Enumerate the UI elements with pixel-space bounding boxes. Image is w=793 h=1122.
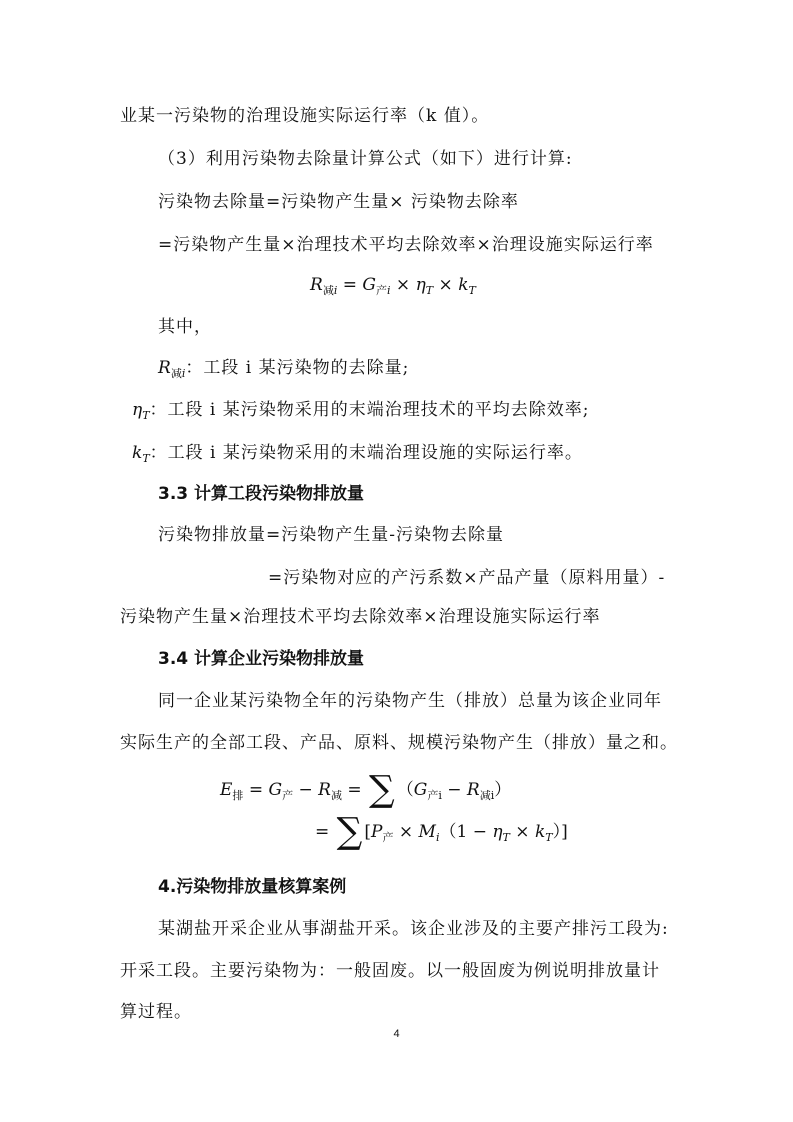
formula-emission-2 bbox=[315, 811, 568, 852]
f2-E: E bbox=[220, 780, 233, 800]
l9-desc: ：工段 i 某污染物采用的末端治理设施的实际运行率。 bbox=[149, 443, 583, 463]
f1-times2: × bbox=[433, 275, 459, 295]
f2-sigma: ∑ bbox=[369, 769, 395, 810]
f3-eq: = bbox=[315, 822, 335, 842]
f2-R2-sub: 减 bbox=[479, 789, 491, 802]
section-heading-4: 4.污染物排放量核算案例 bbox=[158, 877, 347, 897]
f2-G2-sub: 产 bbox=[427, 789, 439, 802]
f2-G: G bbox=[268, 780, 283, 800]
f2-eq2: = bbox=[341, 780, 368, 800]
line-2: （3）利用污染物去除量计算公式（如下）进行计算: bbox=[158, 149, 573, 169]
line-12: =污染物对应的产污系数×产品产量（原料用量）- bbox=[268, 568, 666, 588]
line-6: 其中， bbox=[158, 317, 212, 337]
l8-eta: η bbox=[132, 400, 143, 420]
f1-G-sub: 产 bbox=[376, 284, 387, 297]
line-4: =污染物产生量×治理技术平均去除效率×治理设施实际运行率 bbox=[158, 235, 654, 255]
f3-times1: × bbox=[393, 822, 419, 842]
line-20: 开采工段。主要污染物为：一般固废。以一般固废为例说明排放量计 bbox=[120, 961, 660, 981]
f2-R: R bbox=[318, 780, 331, 800]
formula-emission-1 bbox=[220, 769, 512, 810]
line-16: 实际生产的全部工段、产品、原料、规模污染物产生（排放）量之和。 bbox=[120, 733, 678, 753]
f2-R2: R bbox=[466, 780, 480, 800]
line-3: 污染物去除量=污染物产生量× 污染物去除率 bbox=[158, 192, 519, 212]
f3-br-open: [ bbox=[364, 822, 371, 842]
f1-times1: × bbox=[390, 275, 416, 295]
l9-k: k bbox=[132, 443, 143, 463]
f2-paren-open: （ bbox=[396, 780, 414, 800]
formula-removal bbox=[310, 273, 476, 297]
line-9 bbox=[132, 441, 583, 465]
f1-eta: η bbox=[415, 275, 426, 295]
line-15: 同一企业某污染物全年的污染物产生（排放）总量为该企业同年 bbox=[158, 691, 662, 711]
f3-M: M bbox=[418, 822, 436, 842]
f3-paren-open: （ bbox=[439, 822, 457, 842]
f1-G: G bbox=[362, 275, 376, 295]
f3-one: 1 bbox=[456, 822, 468, 842]
f2-eq1: = bbox=[243, 780, 269, 800]
f2-paren-close: ） bbox=[494, 780, 512, 800]
f3-eta: η bbox=[492, 822, 503, 842]
f3-eta-T: T bbox=[502, 831, 510, 844]
line-11: 污染物排放量=污染物产生量-污染物去除量 bbox=[158, 525, 504, 545]
f3-P: P bbox=[371, 822, 383, 842]
line-1: 业某一污染物的治理设施实际运行率（k 值）。 bbox=[120, 106, 490, 126]
f1-R: R bbox=[310, 275, 323, 295]
f2-R-sub: 减 bbox=[330, 789, 342, 802]
line-19: 某湖盐开采企业从事湖盐开采。该企业涉及的主要产排污工段为: bbox=[158, 919, 669, 939]
f2-G2-i: i bbox=[438, 789, 442, 802]
f3-k: k bbox=[534, 822, 546, 842]
f3-k-T: T bbox=[545, 831, 553, 844]
page-number: 4 bbox=[393, 1028, 400, 1040]
f3-P-sub: 产 bbox=[382, 831, 394, 844]
f3-times2: × bbox=[509, 822, 535, 842]
f2-G-sub: 产 bbox=[282, 789, 294, 802]
f1-eq: = bbox=[337, 275, 363, 295]
section-heading-3-4: 3.4 计算企业污染物排放量 bbox=[158, 649, 365, 669]
l7-R-sub: 减 bbox=[170, 367, 182, 380]
f1-R-sub: 减 bbox=[322, 284, 334, 297]
line-21: 算过程。 bbox=[120, 1002, 192, 1022]
f1-R-i: i bbox=[333, 284, 338, 297]
line-13: 污染物产生量×治理技术平均去除效率×治理设施实际运行率 bbox=[120, 607, 601, 627]
f1-k-T: T bbox=[468, 284, 476, 297]
line-7 bbox=[158, 356, 409, 380]
f2-R2-i: i bbox=[490, 789, 495, 802]
l7-R: R bbox=[158, 358, 171, 378]
f3-paren-close: ） bbox=[552, 822, 562, 842]
f2-minus2: − bbox=[441, 780, 467, 800]
f2-G2: G bbox=[413, 780, 428, 800]
f3-sigma: ∑ bbox=[336, 811, 363, 852]
f1-k: k bbox=[458, 275, 469, 295]
l8-eta-T: T bbox=[142, 409, 150, 422]
f1-G-i: i bbox=[387, 284, 391, 297]
f1-eta-T: T bbox=[425, 284, 434, 297]
l7-R-i: i bbox=[181, 367, 186, 380]
l8-desc: ：工段 i 某污染物采用的末端治理技术的平均去除效率; bbox=[149, 400, 590, 420]
section-heading-3-3: 3.3 计算工段污染物排放量 bbox=[158, 484, 365, 504]
f3-M-i: i bbox=[435, 831, 440, 844]
line-8 bbox=[132, 398, 590, 422]
l7-desc: ：工段 i 某污染物的去除量; bbox=[185, 358, 410, 378]
f2-E-sub: 排 bbox=[232, 789, 244, 802]
l9-k-T: T bbox=[142, 452, 150, 465]
f3-minus: − bbox=[467, 822, 493, 842]
f3-br-close: ] bbox=[561, 822, 568, 842]
f2-minus1: − bbox=[293, 780, 319, 800]
